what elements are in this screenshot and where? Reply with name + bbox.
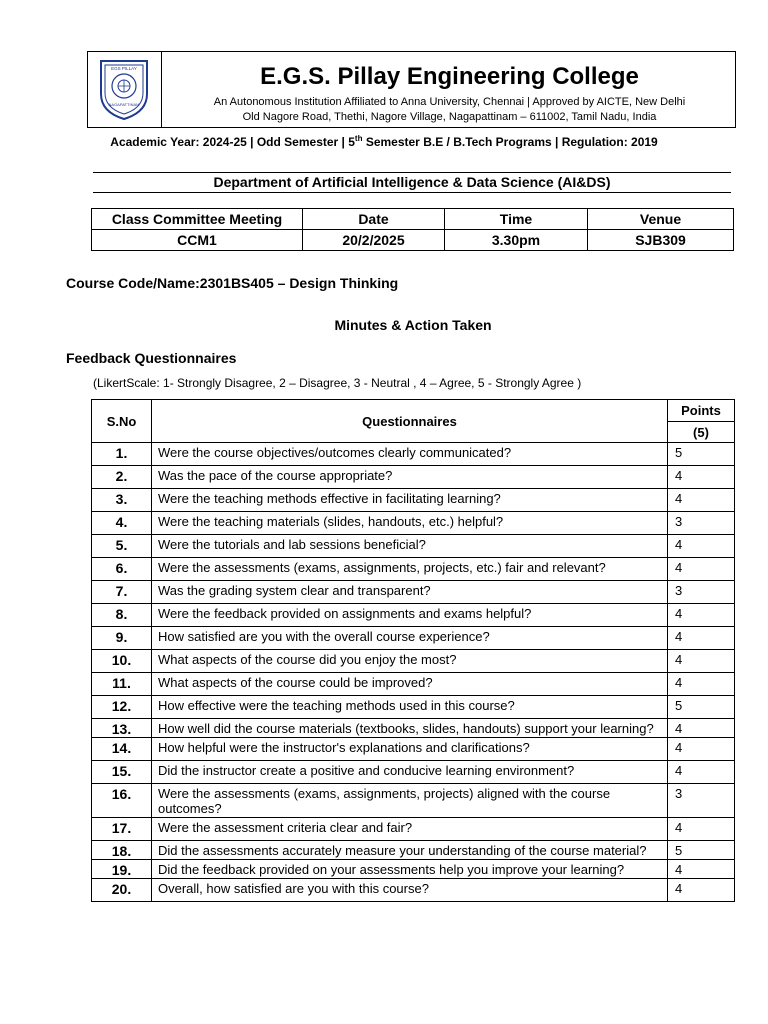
row-sno: 12. xyxy=(92,696,152,719)
row-points: 4 xyxy=(668,604,735,627)
row-points: 4 xyxy=(668,535,735,558)
meeting-date: 20/2/2025 xyxy=(303,230,445,251)
row-sno: 19. xyxy=(92,860,152,879)
college-header xyxy=(87,51,736,128)
row-points: 4 xyxy=(668,879,735,902)
table-row xyxy=(92,738,735,761)
row-sno: 13. xyxy=(92,719,152,738)
likert-scale-note: (LikertScale: 1- Strongly Disagree, 2 – Disagree, 3 - Neutral , 4 – Agree, 5 - Strongly Agree ) xyxy=(93,376,582,390)
table-row xyxy=(92,761,735,784)
row-points: 5 xyxy=(668,696,735,719)
row-points: 4 xyxy=(668,818,735,841)
table-row xyxy=(92,604,735,627)
row-question: Were the teaching methods effective in facilitating learning? xyxy=(152,489,668,512)
department-title: Department of Artificial Intelligence & Data Science (AI&DS) xyxy=(93,172,731,193)
row-points: 3 xyxy=(668,784,735,818)
table-row xyxy=(92,719,735,738)
feedback-rows xyxy=(92,443,735,902)
row-question: Did the instructor create a positive and conducive learning environment? xyxy=(152,761,668,784)
table-row xyxy=(92,443,735,466)
table-row xyxy=(92,558,735,581)
row-sno: 5. xyxy=(92,535,152,558)
table-row xyxy=(92,818,735,841)
row-question: What aspects of the course did you enjoy the most? xyxy=(152,650,668,673)
row-question: Overall, how satisfied are you with this course? xyxy=(152,879,668,902)
meeting-col-venue: Venue xyxy=(588,209,734,230)
row-question: Did the feedback provided on your assessments help you improve your learning? xyxy=(152,860,668,879)
row-question: Were the tutorials and lab sessions beneficial? xyxy=(152,535,668,558)
row-sno: 18. xyxy=(92,841,152,860)
row-sno: 1. xyxy=(92,443,152,466)
row-sno: 11. xyxy=(92,673,152,696)
meeting-value-row xyxy=(92,230,734,251)
table-row xyxy=(92,466,735,489)
row-sno: 14. xyxy=(92,738,152,761)
table-row xyxy=(92,784,735,818)
table-row xyxy=(92,535,735,558)
meeting-col-date: Date xyxy=(303,209,445,230)
row-question: How satisfied are you with the overall course experience? xyxy=(152,627,668,650)
table-row xyxy=(92,879,735,902)
table-row xyxy=(92,673,735,696)
table-row xyxy=(92,581,735,604)
academic-prefix: Academic Year: 2024-25 | Odd Semester | 5 xyxy=(110,135,355,149)
col-questionnaires: Questionnaires xyxy=(152,400,668,443)
row-question: What aspects of the course could be improved? xyxy=(152,673,668,696)
svg-text:EGS PILLAY: EGS PILLAY xyxy=(111,66,137,71)
row-question: Were the assessments (exams, assignments, projects, etc.) fair and relevant? xyxy=(152,558,668,581)
row-sno: 20. xyxy=(92,879,152,902)
table-row xyxy=(92,650,735,673)
col-points: Points xyxy=(668,400,735,422)
row-points: 4 xyxy=(668,738,735,761)
college-logo-icon xyxy=(95,56,153,122)
college-address: Old Nagore Road, Thethi, Nagore Village, Nagapattinam – 611002, Tamil Nadu, India xyxy=(242,111,657,123)
row-question: How helpful were the instructor's explanations and clarifications? xyxy=(152,738,668,761)
meeting-time: 3.30pm xyxy=(445,230,588,251)
row-sno: 10. xyxy=(92,650,152,673)
row-points: 4 xyxy=(668,558,735,581)
row-sno: 3. xyxy=(92,489,152,512)
row-question: Were the course objectives/outcomes clearly communicated? xyxy=(152,443,668,466)
col-points-max: (5) xyxy=(668,422,735,443)
table-row xyxy=(92,841,735,860)
row-points: 4 xyxy=(668,650,735,673)
meeting-col-meeting: Class Committee Meeting xyxy=(92,209,303,230)
meeting-col-time: Time xyxy=(445,209,588,230)
table-row xyxy=(92,860,735,879)
meeting-table xyxy=(91,208,734,251)
minutes-title: Minutes & Action Taken xyxy=(334,317,492,333)
college-logo-cell xyxy=(88,52,162,127)
row-question: Were the assessments (exams, assignments, projects) aligned with the course outcomes? xyxy=(152,784,668,818)
row-question: Was the pace of the course appropriate? xyxy=(152,466,668,489)
row-question: Was the grading system clear and transparent? xyxy=(152,581,668,604)
academic-sup: th xyxy=(354,134,363,143)
feedback-header-row xyxy=(92,400,735,422)
row-sno: 8. xyxy=(92,604,152,627)
row-sno: 15. xyxy=(92,761,152,784)
academic-suffix: Semester B.E / B.Tech Programs | Regulation: 2019 xyxy=(362,135,658,149)
table-row xyxy=(92,696,735,719)
row-points: 4 xyxy=(668,627,735,650)
feedback-table xyxy=(91,399,735,902)
row-sno: 2. xyxy=(92,466,152,489)
row-points: 4 xyxy=(668,860,735,879)
row-question: How effective were the teaching methods used in this course? xyxy=(152,696,668,719)
row-points: 4 xyxy=(668,466,735,489)
row-sno: 17. xyxy=(92,818,152,841)
feedback-title: Feedback Questionnaires xyxy=(66,350,237,366)
meeting-venue: SJB309 xyxy=(588,230,734,251)
meeting-value: CCM1 xyxy=(92,230,303,251)
row-sno: 16. xyxy=(92,784,152,818)
row-sno: 9. xyxy=(92,627,152,650)
row-points: 4 xyxy=(668,719,735,738)
row-sno: 6. xyxy=(92,558,152,581)
row-points: 3 xyxy=(668,512,735,535)
college-affiliation: An Autonomous Institution Affiliated to Anna University, Chennai | Approved by AICTE, New Delhi xyxy=(213,96,686,108)
table-row xyxy=(92,489,735,512)
col-sno: S.No xyxy=(92,400,152,443)
row-question: Were the feedback provided on assignments and exams helpful? xyxy=(152,604,668,627)
course-code-name: Course Code/Name:2301BS405 – Design Thinking xyxy=(66,275,399,291)
row-points: 4 xyxy=(668,761,735,784)
row-points: 4 xyxy=(668,673,735,696)
row-points: 4 xyxy=(668,489,735,512)
table-row xyxy=(92,512,735,535)
academic-year-line xyxy=(0,134,768,149)
row-question: Were the assessment criteria clear and fair? xyxy=(152,818,668,841)
row-points: 3 xyxy=(668,581,735,604)
row-points: 5 xyxy=(668,841,735,860)
row-sno: 4. xyxy=(92,512,152,535)
svg-text:NAGAPATTINAM: NAGAPATTINAM xyxy=(108,102,140,107)
table-row xyxy=(92,627,735,650)
row-question: How well did the course materials (textbooks, slides, handouts) support your learning? xyxy=(152,719,668,738)
college-name: E.G.S. Pillay Engineering College xyxy=(260,63,639,90)
row-question: Were the teaching materials (slides, handouts, etc.) helpful? xyxy=(152,512,668,535)
row-points: 5 xyxy=(668,443,735,466)
meeting-header-row xyxy=(92,209,734,230)
row-sno: 7. xyxy=(92,581,152,604)
row-question: Did the assessments accurately measure your understanding of the course material? xyxy=(152,841,668,860)
